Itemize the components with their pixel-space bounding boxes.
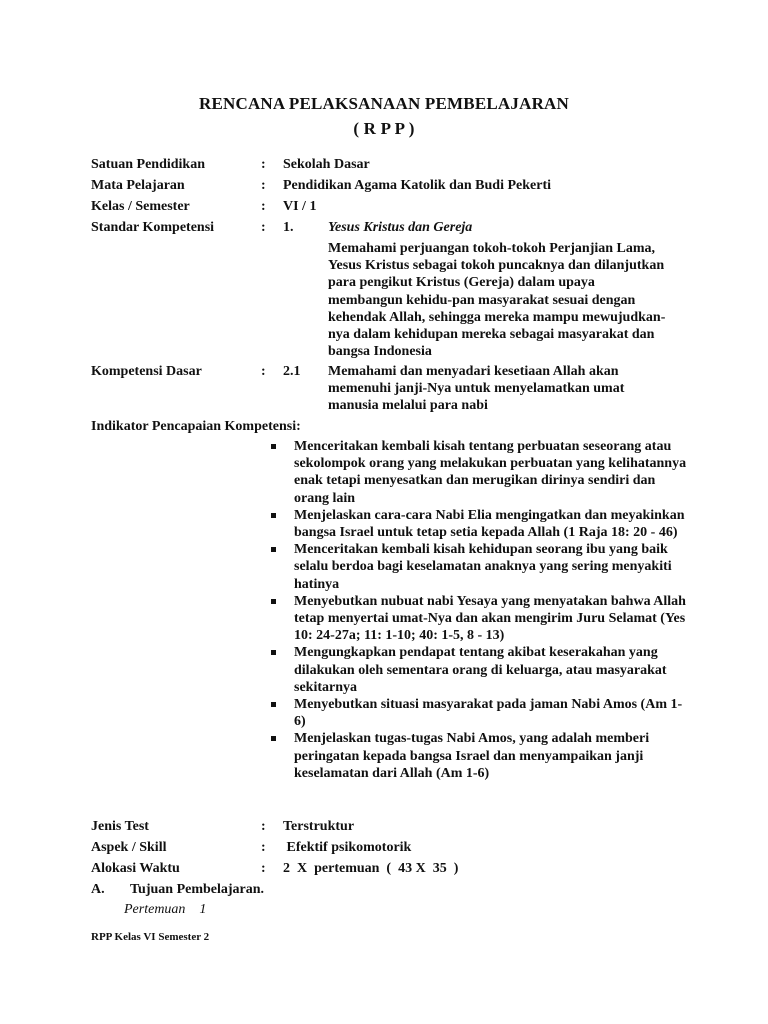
indikator-item-text: Menyebutkan situasi masyarakat pada jaman Nabi Amos (Am 1-6) — [294, 697, 683, 730]
field-colon: : — [261, 364, 266, 379]
indikator-item — [270, 644, 690, 696]
indikator-list — [270, 438, 690, 782]
field-value-mapel: Pendidikan Agama Katolik dan Budi Pekerti — [283, 178, 551, 193]
sk-text: Memahami perjuangan tokoh-tokoh Perjanjian Lama, Yesus Kristus sebagai tokoh puncaknya dan dilanjutkan para pengikut Kristus (Gereja) dalam upaya membangun kehidu-pan masyarakat sesuai dengan kehendak Allah, sehingga mereka mampu mewujudkan-nya dalam kehidupan mereka sebagai masyarakat dan bangsa Indonesia — [328, 241, 666, 360]
indikator-item — [270, 696, 690, 730]
section-a-marker: A. — [91, 882, 105, 897]
field-label-kelas: Kelas / Semester — [91, 199, 190, 214]
pertemuan-label: Pertemuan 1 — [124, 902, 207, 917]
field-label-sk: Standar Kompetensi — [91, 220, 215, 235]
field-label-satuan: Satuan Pendidikan — [91, 157, 205, 172]
bullet-icon — [271, 736, 276, 741]
field-colon: : — [261, 819, 266, 834]
field-label-aspek: Aspek / Skill — [91, 840, 167, 855]
kd-text: Memahami dan menyadari kesetiaan Allah akan memenuhi janji-Nya untuk menyelamatkan umat manusia melalui para nabi — [328, 364, 625, 414]
indikator-item-text: Menceritakan kembali kisah kehidupan seorang ibu yang baik selalu berdoa bagi keselamatan anaknya yang sering menyakiti hatinya — [294, 542, 672, 592]
field-colon: : — [261, 861, 266, 876]
bullet-icon — [271, 444, 276, 449]
bullet-icon — [271, 702, 276, 707]
field-label-kd: Kompetensi Dasar — [91, 364, 202, 379]
indikator-heading: Indikator Pencapaian Kompetensi: — [91, 419, 301, 434]
field-value-alokasi: 2 X pertemuan ( 43 X 35 ) — [283, 861, 459, 876]
indikator-item-text: Menceritakan kembali kisah tentang perbuatan seseorang atau sekolompok orang yang melakukan perbuatan yang kelihatannya enak tetapi menyesatkan dan merugikan dirinya sendiri dan orang lain — [294, 439, 687, 506]
sk-number: 1. — [283, 220, 294, 235]
field-value-jenis-test: Terstruktur — [283, 819, 355, 834]
indikator-item — [270, 730, 690, 782]
page-footer: RPP Kelas VI Semester 2 — [91, 931, 210, 943]
field-colon: : — [261, 199, 266, 214]
field-label-jenis-test: Jenis Test — [91, 819, 149, 834]
indikator-item-text: Menyebutkan nubuat nabi Yesaya yang menyatakan bahwa Allah tetap menyertai umat-Nya dan akan mengirim Juru Selamat (Yes 10: 24-27a; 11: 1-10; 40: 1-5, 8 - 13) — [294, 593, 686, 644]
document-title: RENCANA PELAKSANAAN PEMBELAJARAN — [198, 94, 570, 113]
field-colon: : — [261, 840, 266, 855]
sk-heading: Yesus Kristus dan Gereja — [328, 220, 473, 235]
indikator-item — [270, 507, 690, 541]
indikator-item — [270, 541, 690, 593]
field-label-alokasi: Alokasi Waktu — [91, 861, 180, 876]
indikator-item — [270, 593, 690, 645]
bullet-icon — [271, 513, 276, 518]
indikator-item-text: Mengungkapkan pendapat tentang akibat keserakahan yang dilakukan oleh sementara orang di keluarga, atau masyarakat sekitarnya — [294, 645, 667, 695]
field-colon: : — [261, 157, 266, 172]
indikator-item — [270, 438, 690, 507]
field-value-satuan: Sekolah Dasar — [283, 157, 370, 172]
bullet-icon — [271, 650, 276, 655]
field-label-mapel: Mata Pelajaran — [91, 178, 185, 193]
field-value-aspek: Efektif psikomotorik — [283, 840, 412, 855]
field-colon: : — [261, 220, 266, 235]
section-a-title: Tujuan Pembelajaran. — [130, 882, 265, 897]
kd-number: 2.1 — [283, 364, 301, 379]
indikator-item-text: Menjelaskan tugas-tugas Nabi Amos, yang adalah memberi peringatan kepada bangsa Israel dan menyampaikan janji keselamatan dari Allah (Am 1-6) — [294, 731, 650, 781]
indikator-item-text: Menjelaskan cara-cara Nabi Elia mengingatkan dan meyakinkan bangsa Israel untuk tetap setia kepada Allah (1 Raja 18: 20 - 46) — [294, 507, 685, 541]
field-value-kelas: VI / 1 — [283, 199, 317, 214]
bullet-icon — [271, 547, 276, 552]
document-subtitle: ( R P P ) — [353, 119, 415, 138]
bullet-icon — [271, 599, 276, 604]
field-colon: : — [261, 178, 266, 193]
